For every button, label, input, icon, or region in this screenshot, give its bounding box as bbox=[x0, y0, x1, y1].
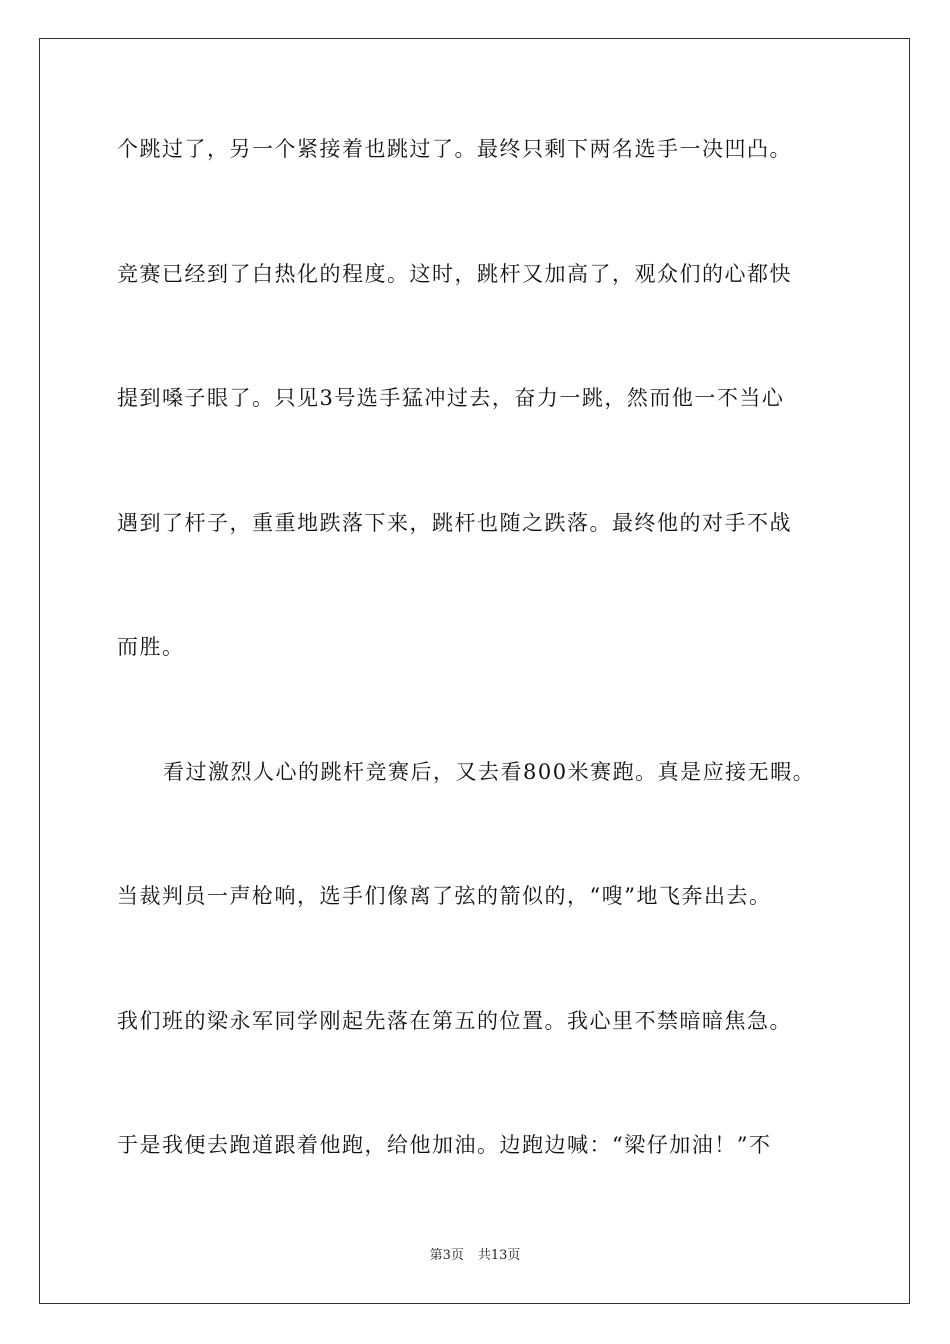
text-line: 竞赛已经到了白热化的程度。这时，跳杆又加高了，观众们的心都快 bbox=[117, 262, 792, 286]
text-line: 我们班的梁永军同学刚起先落在第五的位置。我心里不禁暗暗焦急。 bbox=[117, 1009, 792, 1033]
text-line: 遇到了杆子，重重地跌落下来，跳杆也随之跌落。最终他的对手不战 bbox=[117, 511, 792, 535]
text-line: 于是我便去跑道跟着他跑，给他加油。边跑边喊：“梁仔加油！”不 bbox=[117, 1133, 772, 1157]
text-line: 当裁判员一声枪响，选手们像离了弦的箭似的，“嗖”地飞奔出去。 bbox=[117, 884, 772, 908]
text-line: 提到嗓子眼了。只见3号选手猛冲过去，奋力一跳，然而他一不当心 bbox=[117, 386, 785, 410]
page-number: 第3页 bbox=[429, 1248, 464, 1263]
page-frame bbox=[39, 38, 910, 1304]
paragraph-start-line: 看过激烈人心的跳杆竞赛后，又去看800米赛跑。真是应接无暇。 bbox=[163, 760, 816, 784]
page-footer bbox=[0, 1247, 950, 1265]
text-line: 而胜。 bbox=[117, 635, 185, 659]
total-pages: 共13页 bbox=[477, 1248, 521, 1263]
text-line: 个跳过了，另一个紧接着也跳过了。最终只剩下两名选手一决凹凸。 bbox=[117, 137, 792, 161]
